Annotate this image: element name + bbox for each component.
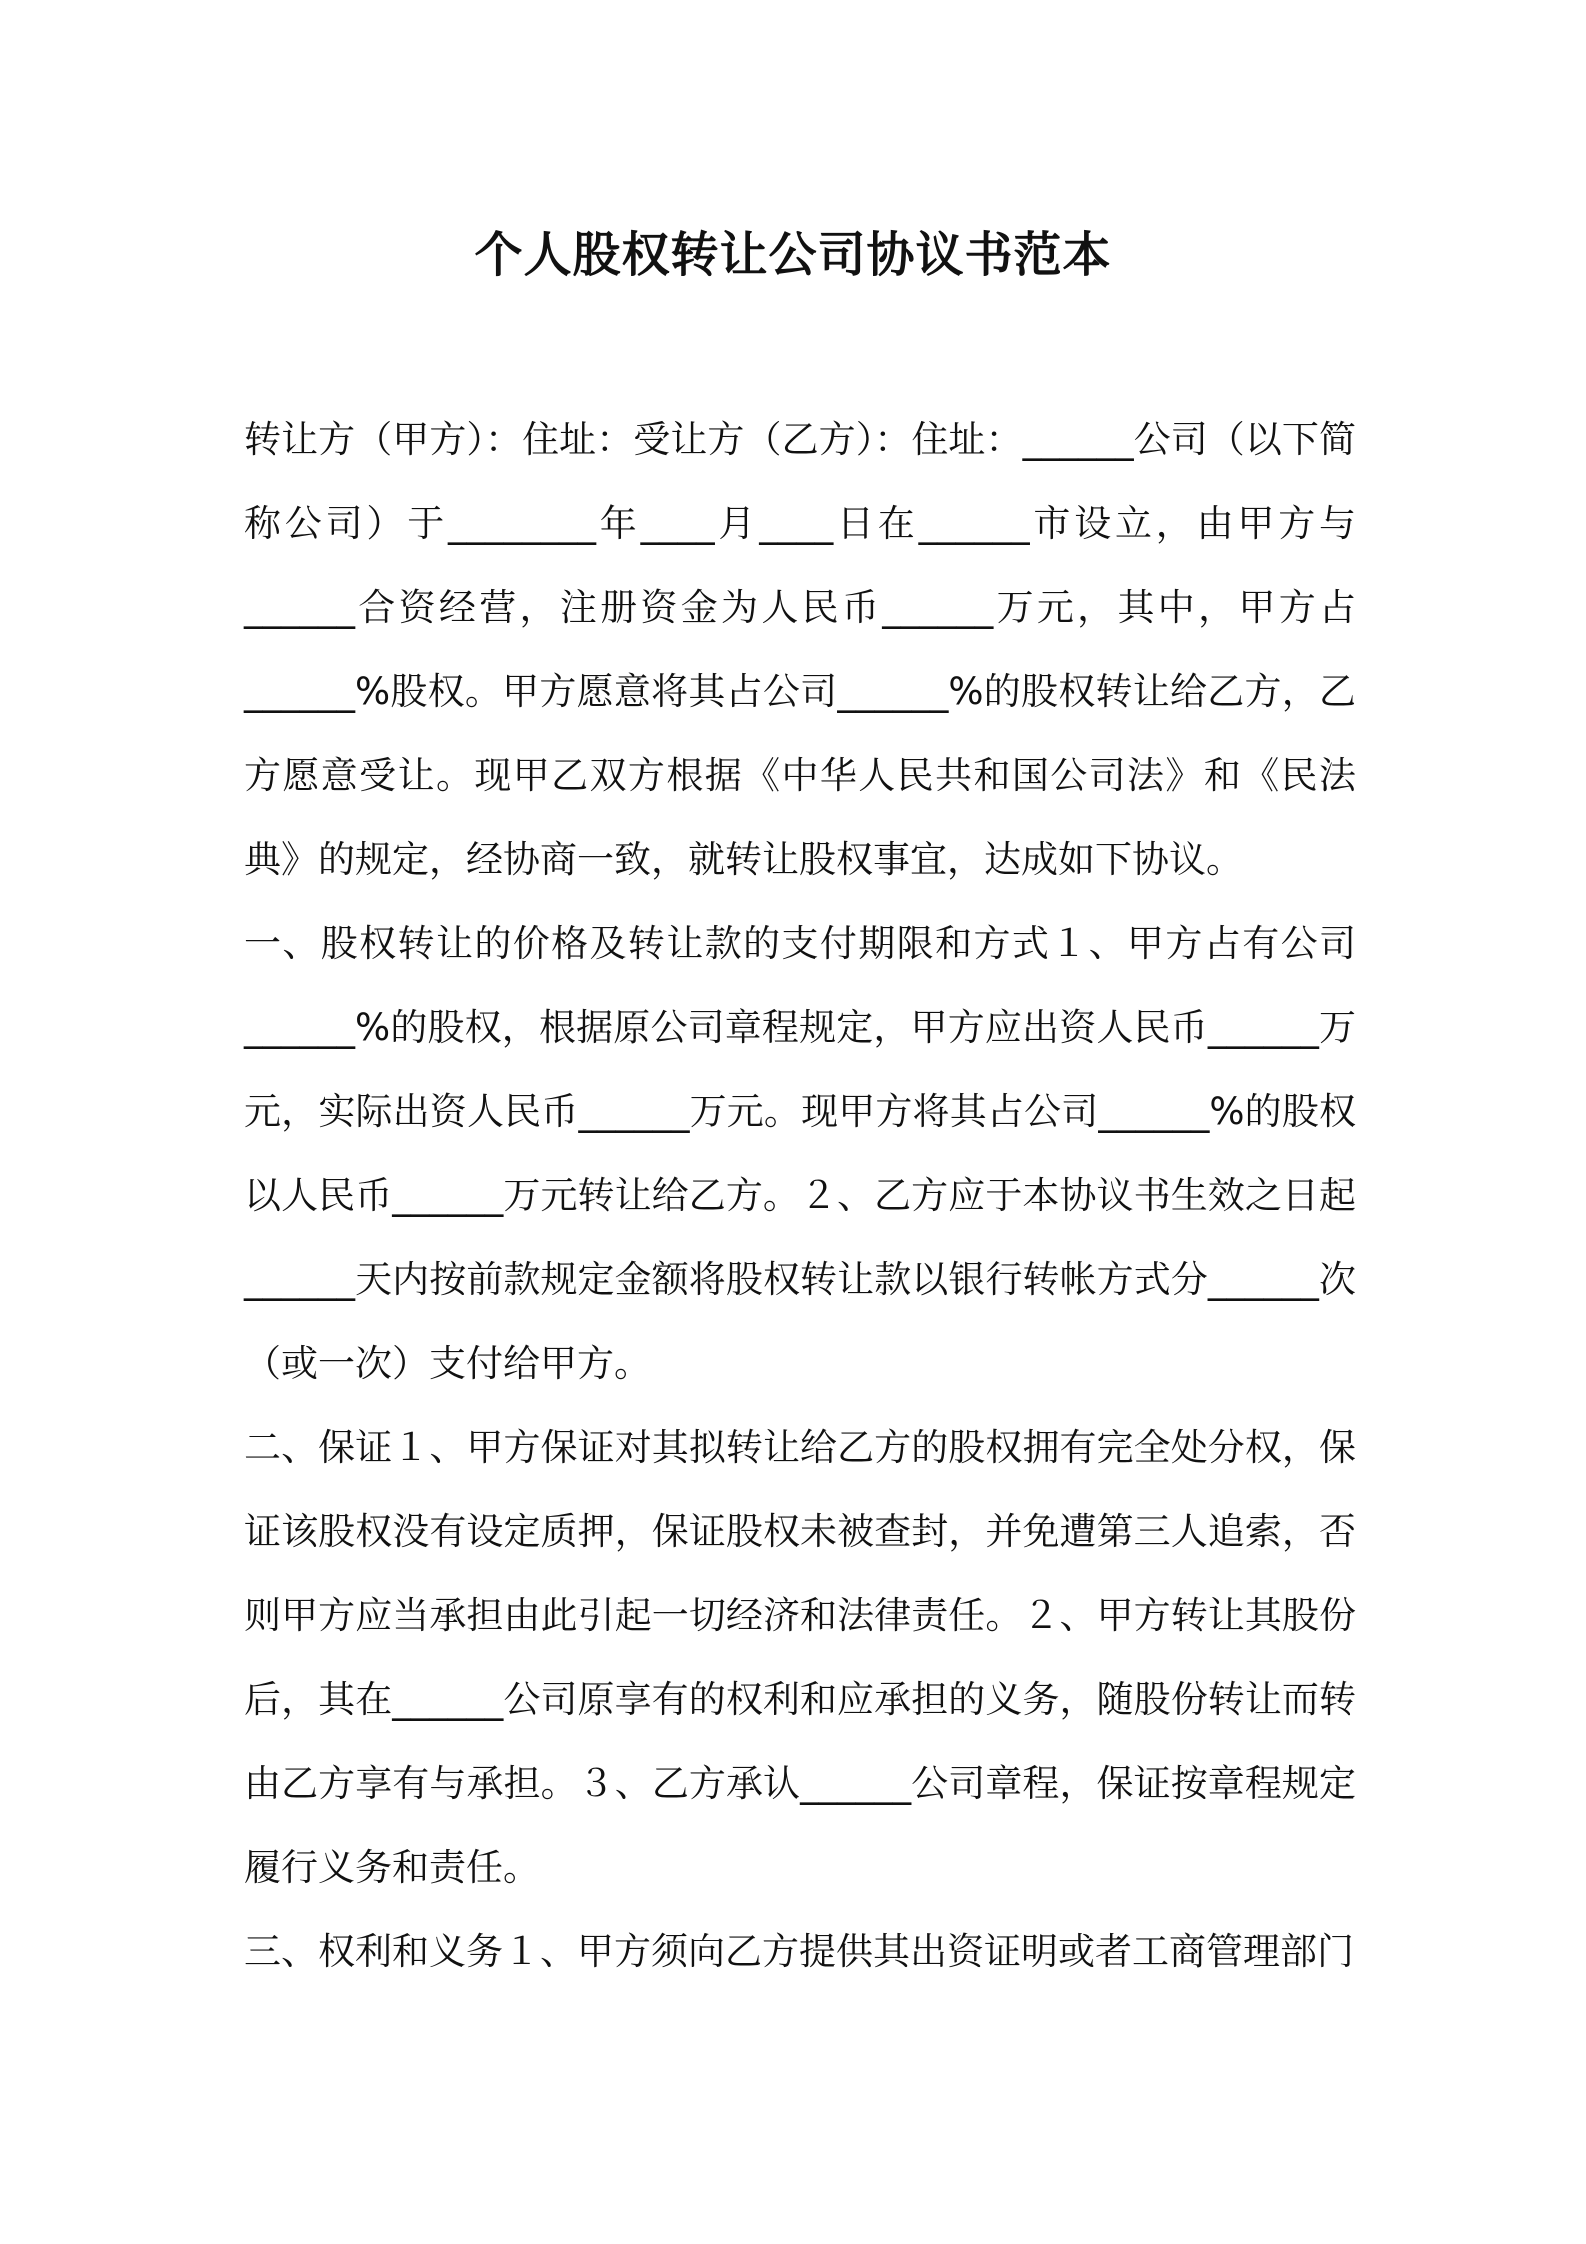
paragraph-section-3: 三、权利和义务１、甲方须向乙方提供其出资证明或者工商管理部门 (244, 1930, 1354, 1973)
paragraph-section-1: 一、股权转让的价格及转让款的支付期限和方式１、甲方占有公司______%的股权，根据原公司章程规定，甲方应出资人民币______万元，实际出资人民币______万元。现甲方将其占公司______%的股权以人民币______万元转让给乙方。２、乙方应于本协议书生效之日起______天内按前款规定金额将股权转让款以银行转帐方式分______次（或一次）支付给甲方。 (244, 922, 1356, 1385)
document-body (244, 398, 1356, 1994)
document-title: 个人股权转让公司协议书范本 (474, 227, 1112, 283)
paragraph-parties: 转让方（甲方）：住址：受让方（乙方）：住址：______公司（以下简称公司）于________年____月____日在______市设立，由甲方与______合资经营，注册资金为人民币______万元，其中，甲方占______%股权。甲方愿意将其占公司______%的股权转让给乙方，乙方愿意受让。现甲乙双方根据《中华人民共和国公司法》和《民法典》的规定，经协商一致，就转让股权事宜，达成如下协议。 (244, 418, 1356, 881)
paragraph-section-2: 二、保证１、甲方保证对其拟转让给乙方的股权拥有完全处分权，保证该股权没有设定质押，保证股权未被查封，并免遭第三人追索，否则甲方应当承担由此引起一切经济和法律责任。２、甲方转让其股份后，其在______公司原享有的权利和应承担的义务，随股份转让而转由乙方享有与承担。３、乙方承认______公司章程，保证按章程规定履行义务和责任。 (244, 1426, 1356, 1889)
